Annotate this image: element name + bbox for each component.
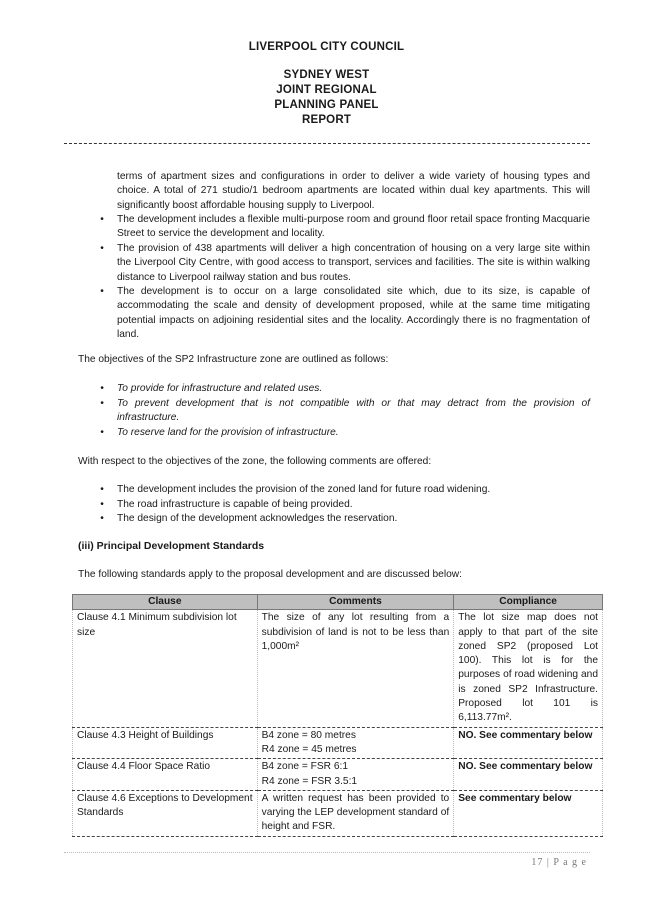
- clause-cell: Clause 4.4 Floor Space Ratio: [73, 759, 258, 791]
- list-item-text: To reserve land for the provision of infrastructure.: [117, 427, 339, 438]
- list-item: [98, 483, 590, 497]
- list-item: [98, 285, 590, 342]
- table-row: [73, 790, 603, 836]
- respect-intro: With respect to the objectives of the zone, the following comments are offered:: [78, 456, 432, 467]
- bullet-icon: •: [100, 513, 104, 524]
- report-title-line-1: SYDNEY WEST: [283, 69, 370, 81]
- bullet-icon: •: [100, 243, 104, 254]
- clause-cell: Clause 4.1 Minimum subdivision lot size: [73, 610, 258, 727]
- list-item: [98, 397, 590, 426]
- bullet-icon: •: [100, 427, 104, 438]
- clause-cell: Clause 4.6 Exceptions to Development Standards: [73, 790, 258, 836]
- bullet-icon: •: [100, 398, 104, 409]
- bullet-icon: •: [100, 286, 104, 297]
- compliance-cell: See commentary below: [454, 790, 603, 836]
- column-header-clause: Clause: [73, 595, 258, 610]
- intro-continuation: terms of apartment sizes and configurations in order to deliver a wide variety of housing types and choice. A total of 271 studio/1 bedroom apartments are located within dual key apartments. This will significantly boost affordable housing supply to Liverpool.: [117, 171, 590, 211]
- page-number: 17 | P a g e: [531, 857, 587, 868]
- compliance-cell: NO. See commentary below: [454, 759, 603, 791]
- list-item-text: The design of the development acknowledges the reservation.: [117, 513, 398, 524]
- report-title-line-4: REPORT: [301, 114, 352, 126]
- list-item: [98, 512, 590, 526]
- column-header-comments: Comments: [257, 595, 454, 610]
- footer-divider: [64, 852, 590, 853]
- comments-line: B4 zone = 80 metres: [261, 729, 356, 741]
- list-item: [98, 382, 590, 396]
- list-item: [98, 426, 590, 440]
- header-divider: [64, 143, 590, 144]
- list-item: [98, 213, 590, 242]
- comments-line: B4 zone = FSR 6:1: [261, 761, 349, 773]
- clause-cell: Clause 4.3 Height of Buildings: [73, 727, 258, 759]
- bullet-icon: •: [100, 499, 104, 510]
- comments-line: R4 zone = FSR 3.5:1: [261, 775, 358, 787]
- list-item-text: The road infrastructure is capable of being provided.: [117, 499, 353, 510]
- bullet-icon: •: [100, 214, 104, 225]
- bullet-icon: •: [100, 484, 104, 495]
- list-item-text: The development is to occur on a large consolidated site which, due to its size, is capable of accommodating the scale and density of development proposed, while at the same time mitigating potential impacts on adjoining residential sites and the locality. Accordingly there is no fragmentation of land.: [117, 286, 590, 340]
- standards-intro: The following standards apply to the proposal development and are discussed below:: [78, 569, 462, 580]
- comments-cell: [257, 759, 454, 791]
- column-header-compliance: Compliance: [454, 595, 603, 610]
- list-item-text: The provision of 438 apartments will deliver a high concentration of housing on a very large site within the Liverpool City Centre, with good access to transport, services and facilities. The site is within walking distance to Liverpool railway station and bus routes.: [117, 243, 590, 283]
- list-item-text: The development includes the provision of the zoned land for future road widening.: [117, 484, 491, 495]
- table-header-row: [73, 595, 603, 610]
- council-name: LIVERPOOL CITY COUNCIL: [248, 41, 405, 53]
- compliance-cell: NO. See commentary below: [454, 727, 603, 759]
- list-item-text: To prevent development that is not compatible with or that may detract from the provision of infrastructure.: [117, 398, 590, 424]
- report-title-line-3: PLANNING PANEL: [274, 99, 379, 111]
- list-item: [98, 242, 590, 285]
- bullet-icon: •: [100, 383, 104, 394]
- table-row: [73, 727, 603, 759]
- compliance-cell: The lot size map does not apply to that part of the site zoned SP2 (proposed Lot 100). This lot is for the purposes of road widening and is zoned SP2 Infrastructure. Proposed lot 101 is 6,113.77m².: [454, 610, 603, 727]
- table-row: [73, 610, 603, 727]
- report-title-line-2: JOINT REGIONAL: [276, 84, 377, 96]
- standards-table: [72, 594, 603, 837]
- list-item: [98, 498, 590, 512]
- comments-cell: The size of any lot resulting from a subdivision of land is not to be less than 1,000m²: [257, 610, 454, 727]
- comments-cell: A written request has been provided to varying the LEP development standard of height and FSR.: [257, 790, 454, 836]
- comments-cell: [257, 727, 454, 759]
- list-item-text: The development includes a flexible multi-purpose room and ground floor retail space fronting Macquarie Street to service the development and locality.: [117, 214, 590, 240]
- comments-line: R4 zone = 45 metres: [261, 743, 357, 755]
- list-item-text: To provide for infrastructure and related uses.: [117, 383, 323, 394]
- sp2-intro: The objectives of the SP2 Infrastructure zone are outlined as follows:: [78, 354, 389, 365]
- table-row: [73, 759, 603, 791]
- section-heading: (iii) Principal Development Standards: [78, 540, 265, 552]
